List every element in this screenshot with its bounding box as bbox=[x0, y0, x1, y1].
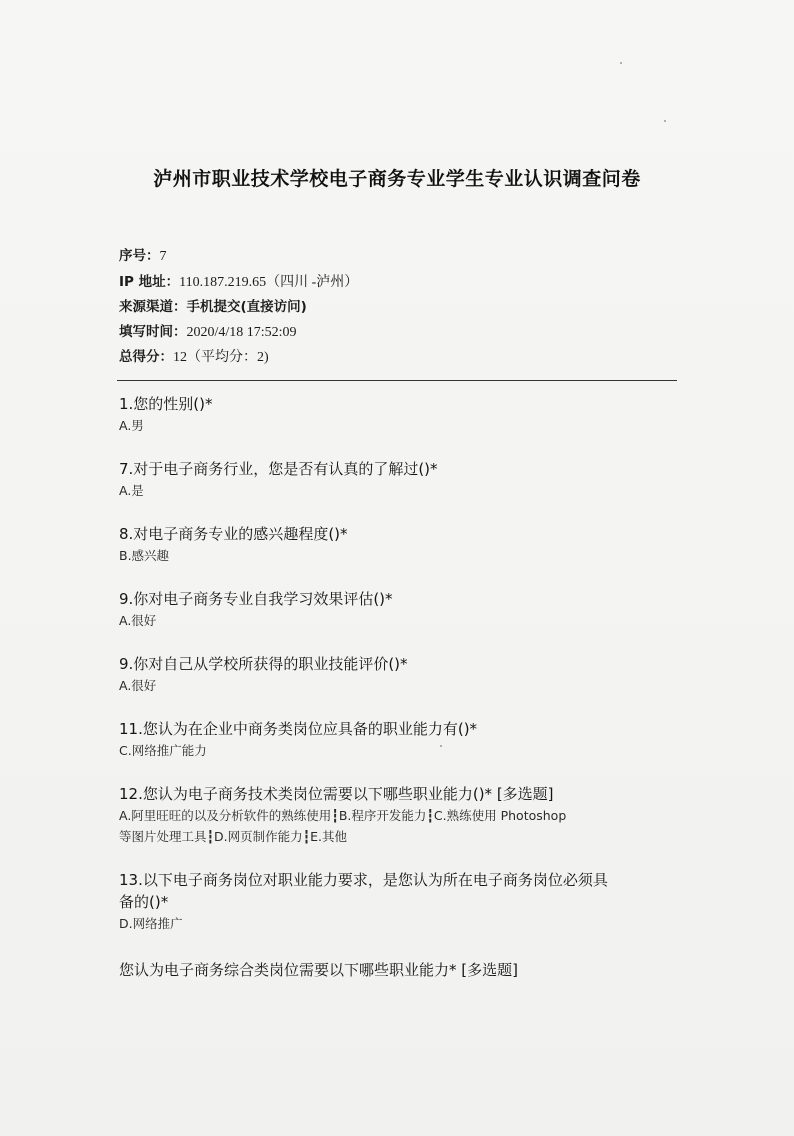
question-text: 8.对电子商务专业的感兴趣程度()* bbox=[119, 525, 348, 543]
answer-text: A.是 bbox=[119, 483, 144, 498]
meta-time: 填写时间：2020/4/18 17:52:09 bbox=[119, 323, 297, 340]
answer-text: 等图片处理工具┇D.网页制作能力┇E.其他 bbox=[119, 829, 348, 844]
divider-line bbox=[117, 380, 677, 381]
answer-text: A.阿里旺旺的以及分析软件的熟练使用┇B.程序开发能力┇C.熟练使用 Photoshop bbox=[119, 808, 567, 823]
answer-text: A.男 bbox=[119, 418, 144, 433]
question-text: 1.您的性别()* bbox=[119, 395, 213, 413]
question-item bbox=[119, 869, 679, 934]
meta-ip: IP 地址：110.187.219.65（四川 -泸州） bbox=[119, 273, 359, 290]
question-text: 9.你对自己从学校所获得的职业技能评价()* bbox=[119, 655, 408, 673]
meta-score: 总得分：12（平均分：2) bbox=[119, 349, 269, 366]
question-text: 13.以下电子商务岗位对职业能力要求，是您认为所在电子商务岗位必须具 bbox=[119, 871, 608, 889]
answer-text: D.网络推广 bbox=[119, 916, 183, 931]
question-text: 9.你对电子商务专业自我学习效果评估()* bbox=[119, 590, 393, 608]
answer-text: A.很好 bbox=[119, 678, 157, 693]
question-item bbox=[119, 718, 679, 761]
scan-speck bbox=[440, 745, 442, 747]
question-item bbox=[119, 959, 679, 981]
question-item bbox=[119, 783, 679, 847]
question-item bbox=[119, 393, 679, 436]
scan-speck bbox=[620, 62, 622, 64]
document-title: 泸州市职业技术学校电子商务专业学生专业认识调查问卷 bbox=[153, 168, 641, 190]
answer-text: B.感兴趣 bbox=[119, 548, 170, 563]
meta-serial: 序号：7 bbox=[119, 248, 167, 264]
question-item bbox=[119, 523, 679, 566]
question-text: 备的()* bbox=[119, 893, 169, 911]
question-text: 11.您认为在企业中商务类岗位应具备的职业能力有()* bbox=[119, 720, 478, 738]
question-item bbox=[119, 588, 679, 631]
question-text: 12.您认为电子商务技术类岗位需要以下哪些职业能力()* [多选题] bbox=[119, 785, 554, 803]
answer-text: A.很好 bbox=[119, 613, 157, 628]
question-text: 7.对于电子商务行业，您是否有认真的了解过()* bbox=[119, 460, 438, 478]
answer-text: C.网络推广能力 bbox=[119, 743, 207, 758]
meta-source: 来源渠道：手机提交(直接访问) bbox=[119, 299, 307, 316]
question-item bbox=[119, 458, 679, 501]
question-text: 您认为电子商务综合类岗位需要以下哪些职业能力* [多选题] bbox=[119, 961, 518, 979]
question-item bbox=[119, 653, 679, 696]
response-meta bbox=[119, 244, 358, 371]
scan-speck bbox=[664, 120, 666, 122]
